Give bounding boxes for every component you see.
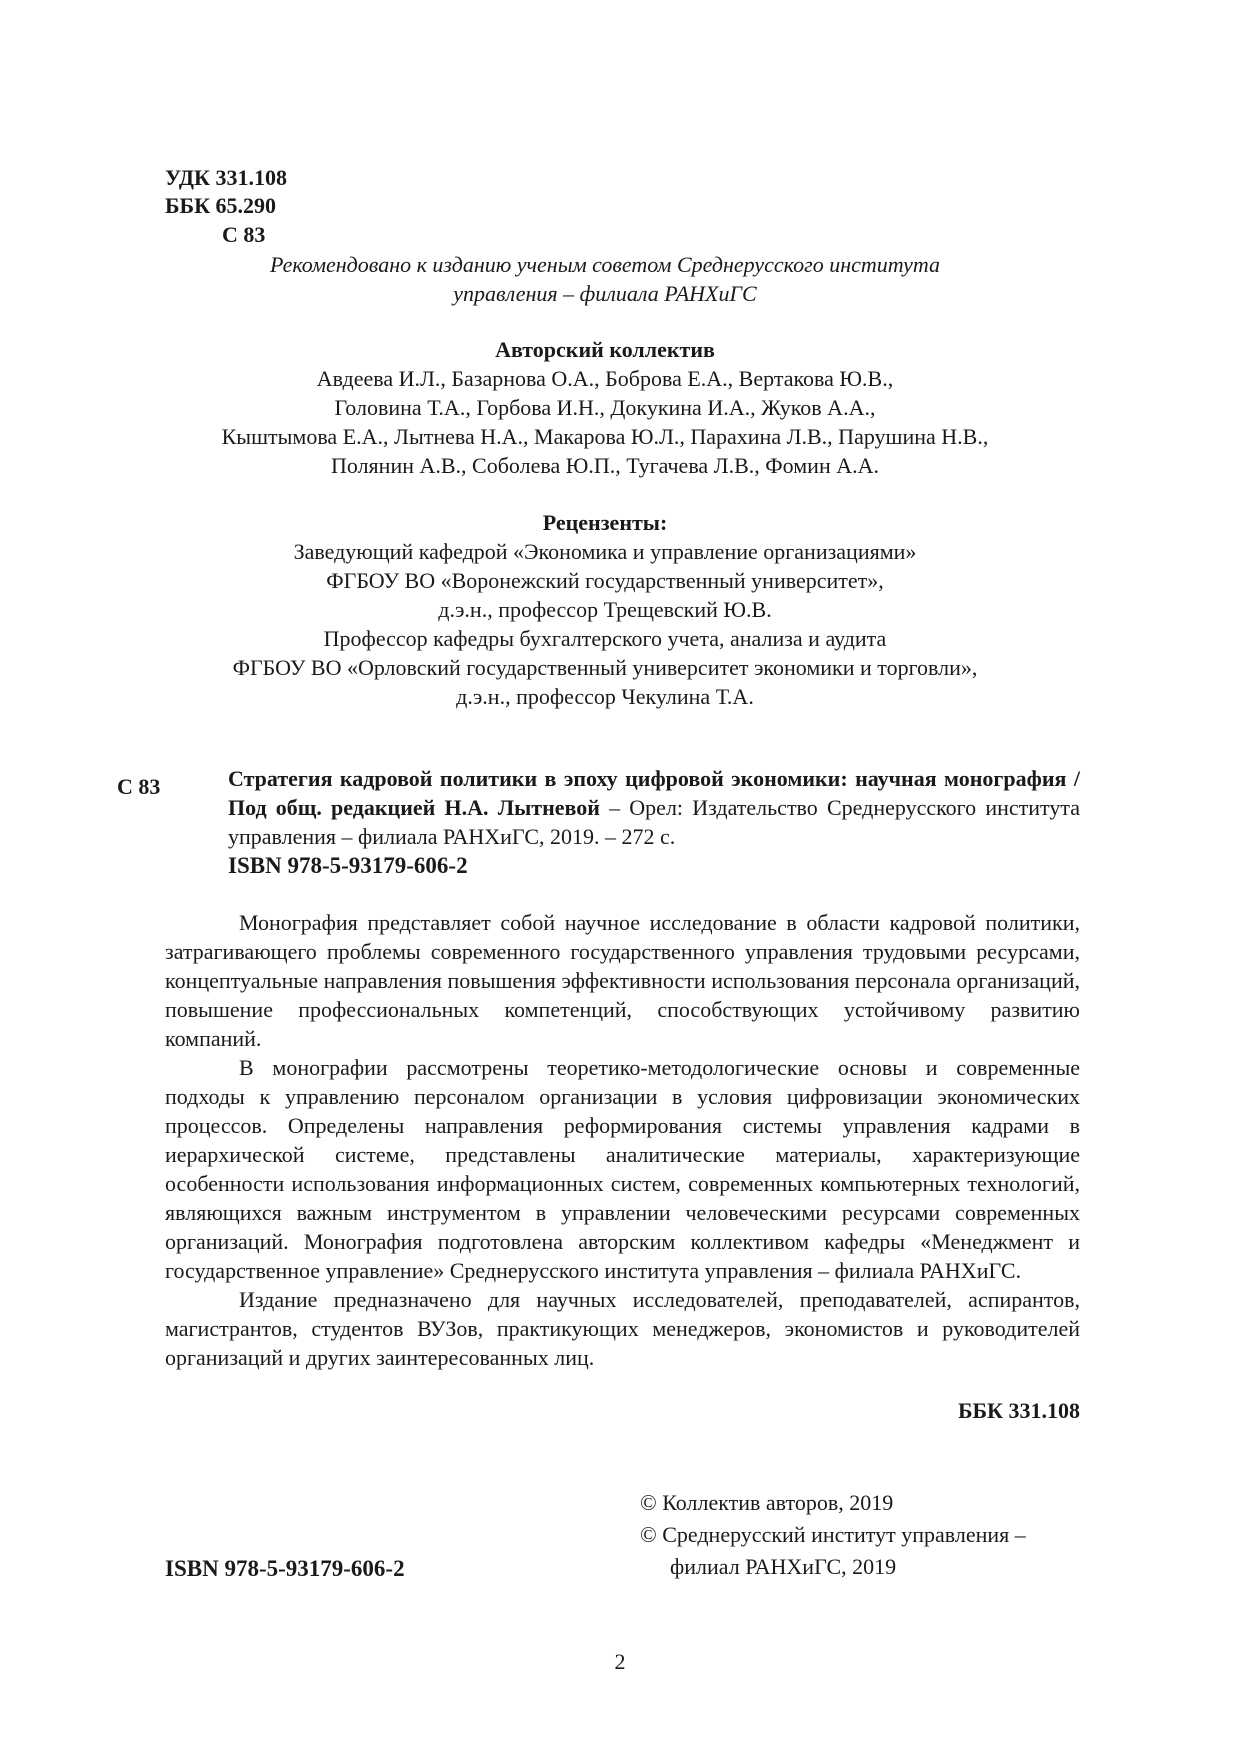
authors-line: Полянин А.В., Соболева Ю.П., Тугачева Л.В., Фомин А.А. xyxy=(330,453,879,478)
bbk-bottom: ББК 331.108 xyxy=(957,1398,1080,1423)
book-title: Стратегия кадровой политики в эпоху цифровой экономики: научная монография / Под общ. редакцией Н.А. Лытневой xyxy=(228,766,1080,820)
authors-title: Авторский коллектив xyxy=(495,337,715,362)
isbn-bottom: ISBN 978-5-93179-606-2 xyxy=(165,1556,405,1581)
authors-line: Кыштымова Е.А., Лытнева Н.А., Макарова Ю.Л., Парахина Л.В., Парушина Н.В., xyxy=(221,424,989,449)
reviewers-line: Профессор кафедры бухгалтерского учета, анализа и аудита xyxy=(323,626,887,651)
bbk-code: ББК 65.290 xyxy=(165,193,277,218)
book-imprint: – Орел: Издательство Среднерусского института управления – филиала РАНХиГС, 2019. – 272 с. xyxy=(228,795,1080,849)
recommendation xyxy=(130,250,1080,308)
authors-section xyxy=(130,335,1080,480)
copyright-block xyxy=(640,1487,1090,1583)
abstract-paragraph: Издание предназначено для научных исследователей, преподавателей, аспирантов, магистрантов, студентов ВУЗов, практикующих менеджеров, экономистов и руководителей организаций и других заинтересованных лиц. xyxy=(165,1287,1080,1370)
recommendation-line: управления – филиала РАНХиГС xyxy=(453,281,757,306)
reviewers-line: Заведующий кафедрой «Экономика и управление организациями» xyxy=(293,539,917,564)
bibliographic-description xyxy=(228,764,1080,880)
authors-line: Авдеева И.Л., Базарнова О.А., Боброва Е.А., Вертакова Ю.В., xyxy=(316,366,894,391)
copyright-line: © Коллектив авторов, 2019 xyxy=(640,1490,894,1515)
reviewers-title: Рецензенты: xyxy=(542,510,668,535)
authors-line: Головина Т.А., Горбова И.Н., Докукина И.А., Жуков А.А., xyxy=(334,395,876,420)
author-sign: С 83 xyxy=(222,222,266,247)
abstract-paragraph: В монографии рассмотрены теоретико-методологические основы и современные подходы к управлению персоналом организации в условия цифровизации экономических процессов. Определены направления реформирования системы управления кадрами в иерархической системе, представлены аналитические материалы, характеризующие особенности использования информационных систем, современных компьютерных технологий, являющихся важным инструментом в управлении человеческими ресурсами современных организаций. Монография подготовлена авторским коллективом кафедры «Менеджмент и государственное управление» Среднерусского института управления – филиала РАНХиГС. xyxy=(165,1055,1080,1283)
copyright-line: © Среднерусский институт управления – xyxy=(640,1522,1026,1547)
annotation-sign: С 83 xyxy=(117,774,161,799)
abstract xyxy=(165,908,1080,1372)
page-number: 2 xyxy=(614,1649,626,1674)
reviewers-line: д.э.н., профессор Чекулина Т.А. xyxy=(456,684,754,709)
abstract-paragraph: Монография представляет собой научное исследование в области кадровой политики, затрагивающего проблемы современного государственного управления трудовыми ресурсами, концептуальные направления повышения эффективности использования персонала организаций, повышение профессиональных компетенций, способствующих устойчивому развитию компаний. xyxy=(165,910,1080,1051)
isbn: ISBN 978-5-93179-606-2 xyxy=(228,853,468,878)
reviewers-line: ФГБОУ ВО «Воронежский государственный университет», xyxy=(326,568,884,593)
udk-code: УДК 331.108 xyxy=(165,165,288,190)
reviewers-line: д.э.н., профессор Трещевский Ю.В. xyxy=(438,597,772,622)
recommendation-line: Рекомендовано к изданию ученым советом Среднерусского института xyxy=(269,252,941,277)
copyright-line: филиал РАНХиГС, 2019 xyxy=(670,1554,897,1579)
reviewers-section xyxy=(130,508,1080,711)
reviewers-line: ФГБОУ ВО «Орловский государственный университет экономики и торговли», xyxy=(232,655,978,680)
